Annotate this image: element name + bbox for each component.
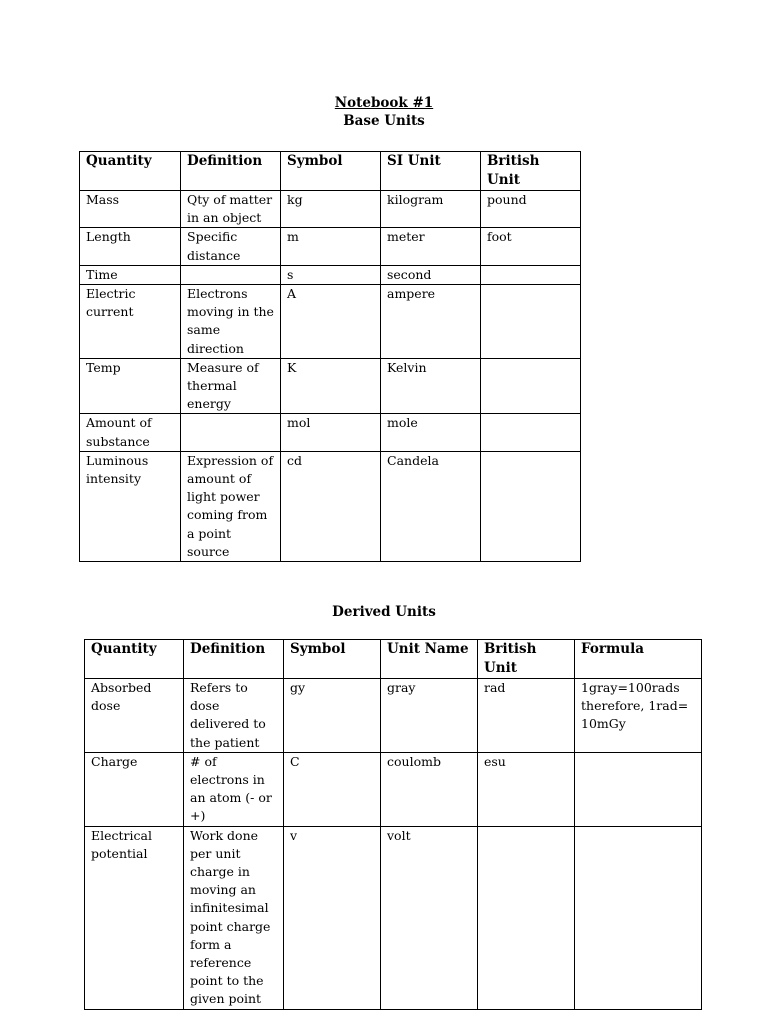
table-cell: Time	[80, 265, 181, 284]
table-cell: ampere	[381, 285, 481, 359]
column-header-quantity: Quantity	[80, 152, 181, 191]
table-cell: mole	[381, 414, 481, 451]
column-header-british-unit: British Unit	[481, 152, 581, 191]
table-cell: Qty of matter in an object	[181, 191, 281, 228]
table-cell	[481, 285, 581, 359]
table-cell: Absorbed dose	[85, 679, 184, 753]
table-cell: esu	[478, 752, 575, 826]
column-header-british-unit: British Unit	[478, 640, 575, 679]
table-cell: Kelvin	[381, 358, 481, 414]
table-cell	[478, 826, 575, 1009]
table-cell: coulomb	[381, 752, 478, 826]
table-cell: # of electrons in an atom (- or +)	[184, 752, 284, 826]
table-cell: Charge	[85, 752, 184, 826]
table-cell: Expression of amount of light power coming from a point source	[181, 451, 281, 561]
table-cell: Temp	[80, 358, 181, 414]
table-cell: A	[281, 285, 381, 359]
table-cell: Electrons moving in the same direction	[181, 285, 281, 359]
table-cell: Luminous intensity	[80, 451, 181, 561]
table-row	[85, 826, 702, 1009]
table-cell: Refers to dose delivered to the patient	[184, 679, 284, 753]
table-cell	[575, 826, 702, 1009]
table-cell	[481, 414, 581, 451]
table-cell: C	[284, 752, 381, 826]
table-cell: Mass	[80, 191, 181, 228]
table-cell: foot	[481, 228, 581, 265]
table-row	[80, 228, 581, 265]
table-row	[80, 265, 581, 284]
table-cell: second	[381, 265, 481, 284]
table-cell: Specific distance	[181, 228, 281, 265]
column-header-definition: Definition	[184, 640, 284, 679]
base-units-table	[79, 151, 581, 562]
table-cell	[481, 358, 581, 414]
table-cell: m	[281, 228, 381, 265]
table-row	[80, 451, 581, 561]
column-header-symbol: Symbol	[284, 640, 381, 679]
column-header-symbol: Symbol	[281, 152, 381, 191]
table-cell	[181, 265, 281, 284]
table-cell: gy	[284, 679, 381, 753]
table-header-row	[85, 640, 702, 679]
table-row	[80, 191, 581, 228]
derived-units-table	[84, 639, 702, 1010]
table-cell: 1gray=100rads therefore, 1rad= 10mGy	[575, 679, 702, 753]
table-cell: s	[281, 265, 381, 284]
table-cell	[181, 414, 281, 451]
column-header-unit-name: Unit Name	[381, 640, 478, 679]
table-cell: gray	[381, 679, 478, 753]
column-header-si-unit: SI Unit	[381, 152, 481, 191]
table-cell	[575, 752, 702, 826]
table-cell: mol	[281, 414, 381, 451]
table-cell: kg	[281, 191, 381, 228]
table-row	[80, 358, 581, 414]
column-header-quantity: Quantity	[85, 640, 184, 679]
base-units-title: Base Units	[343, 113, 425, 129]
table-cell: pound	[481, 191, 581, 228]
table-cell: Electric current	[80, 285, 181, 359]
table-cell: volt	[381, 826, 478, 1009]
table-row	[80, 285, 581, 359]
table-cell: Work done per unit charge in moving an infinitesimal point charge form a reference point to the given point	[184, 826, 284, 1009]
table-row	[85, 752, 702, 826]
table-cell: v	[284, 826, 381, 1009]
table-cell: cd	[281, 451, 381, 561]
table-cell: Electrical potential	[85, 826, 184, 1009]
table-header-row	[80, 152, 581, 191]
column-header-formula: Formula	[575, 640, 702, 679]
table-cell	[481, 451, 581, 561]
table-row	[85, 679, 702, 753]
table-cell: Amount of substance	[80, 414, 181, 451]
notebook-title: Notebook #1	[334, 95, 434, 111]
table-cell: meter	[381, 228, 481, 265]
table-cell: Length	[80, 228, 181, 265]
table-cell: K	[281, 358, 381, 414]
table-cell	[481, 265, 581, 284]
table-row	[80, 414, 581, 451]
derived-units-title: Derived Units	[332, 604, 436, 620]
column-header-definition: Definition	[181, 152, 281, 191]
table-cell: rad	[478, 679, 575, 753]
table-cell: Measure of thermal energy	[181, 358, 281, 414]
table-cell: kilogram	[381, 191, 481, 228]
table-cell: Candela	[381, 451, 481, 561]
